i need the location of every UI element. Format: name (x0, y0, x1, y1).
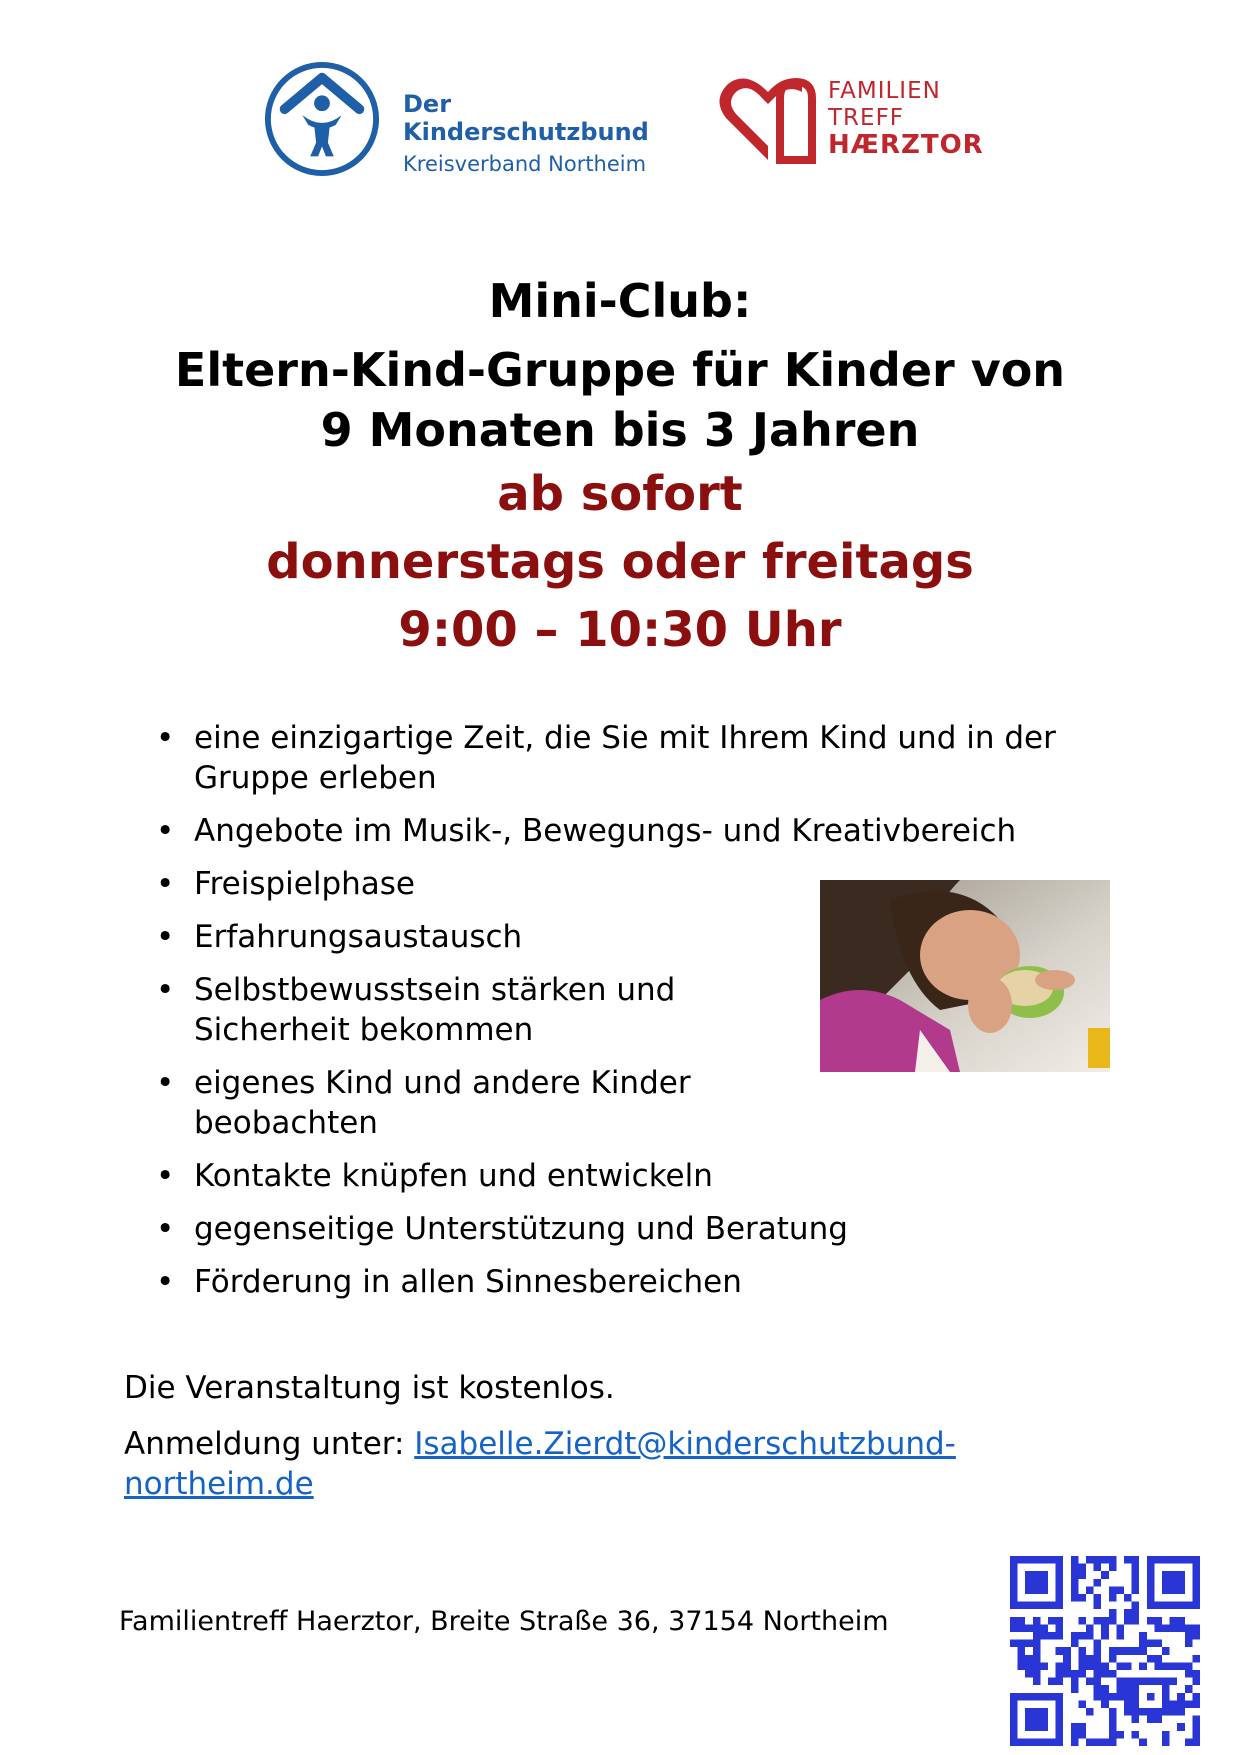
child-eating-photo (820, 880, 1110, 1072)
familientreff-line2: TREFF (828, 105, 905, 131)
title-start: ab sofort (497, 466, 743, 522)
list-item: • Selbstbewusstsein stärken und Sicherheit bekommen (150, 970, 774, 1050)
registration-label: Anmeldung unter: (124, 1426, 415, 1462)
list-item: • gegenseitige Unterstützung und Beratung (150, 1209, 1110, 1249)
kinderschutzbund-emblem-icon (263, 60, 381, 178)
list-item: • Förderung in allen Sinnesbereichen (150, 1262, 1110, 1302)
title-days: donnerstags oder freitags (266, 534, 974, 590)
address: Familientreff Haerztor, Breite Straße 36, 37154 Northeim (119, 1606, 889, 1637)
registration-info (124, 1424, 1084, 1504)
title-time: 9:00 – 10:30 Uhr (398, 602, 842, 658)
list-item: • eigenes Kind und andere Kinder beobachten (150, 1063, 774, 1143)
familientreff-line1: FAMILIEN (828, 78, 941, 104)
title-block (0, 272, 1240, 664)
title-age: 9 Monaten bis 3 Jahren (320, 403, 920, 457)
cost-info: Die Veranstaltung ist kostenlos. (124, 1370, 615, 1406)
list-item: • Angebote im Musik-, Bewegungs- und Kreativbereich (150, 811, 1110, 851)
kinderschutzbund-name: Der Kinderschutzbund (403, 90, 649, 146)
title-mini-club: Mini-Club: (488, 274, 752, 328)
familientreff-logo (718, 70, 1018, 170)
email-link[interactable]: Isabelle.Zierdt@kinderschutzbund-northeim.de (124, 1426, 956, 1502)
list-item: • Erfahrungsaustausch (150, 917, 1110, 957)
kinderschutzbund-logo (263, 60, 683, 180)
kinderschutzbund-subtitle: Kreisverband Northeim (403, 152, 647, 176)
familientreff-line3: HÆRZTOR (828, 130, 984, 160)
list-item: • eine einzigartige Zeit, die Sie mit Ihrem Kind und in der Gruppe erleben (150, 718, 1110, 798)
qr-code[interactable] (1010, 1556, 1200, 1746)
title-group: Eltern-Kind-Gruppe für Kinder von (174, 343, 1066, 397)
heart-door-icon (718, 72, 818, 164)
list-item: • Kontakte knüpfen und entwickeln (150, 1156, 1110, 1196)
list-item: • Freispielphase (150, 864, 1110, 904)
